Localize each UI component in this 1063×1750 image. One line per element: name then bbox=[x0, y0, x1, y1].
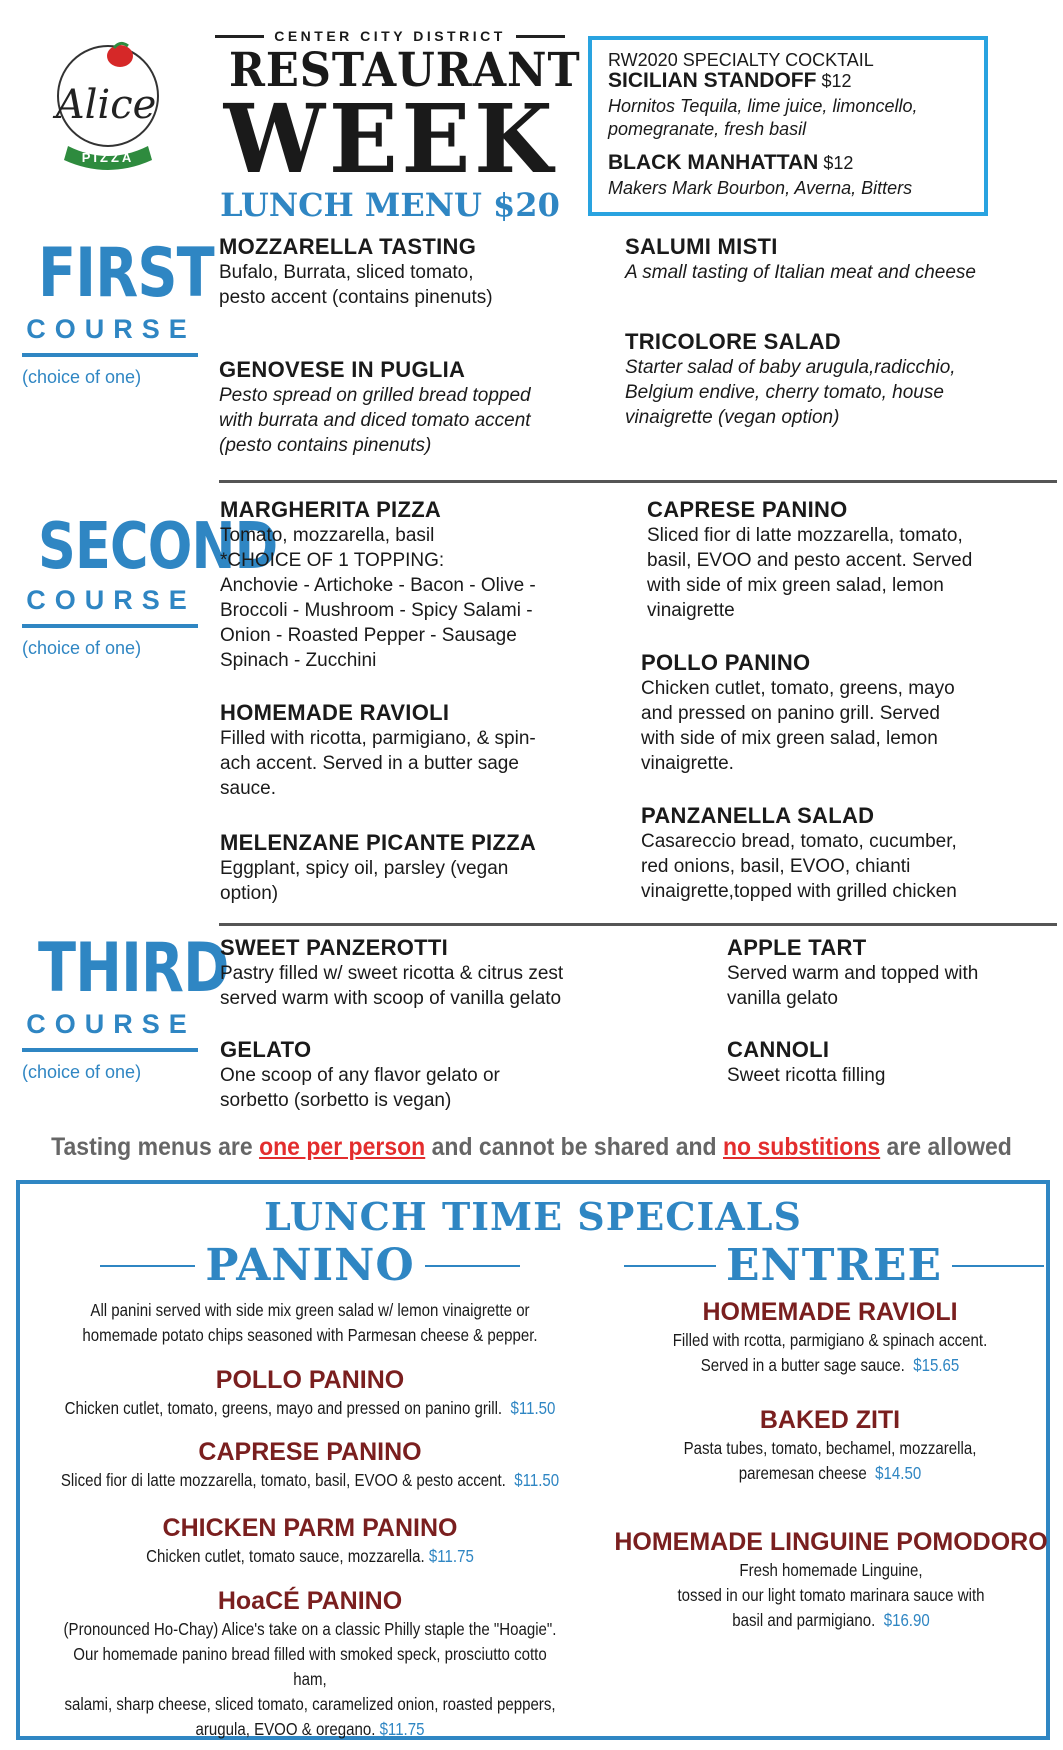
course-word: COURSE bbox=[26, 585, 196, 615]
cocktail-price: $12 bbox=[821, 71, 852, 91]
divider bbox=[100, 1265, 195, 1267]
special-name: HOMEMADE LINGUINE POMODORO bbox=[614, 1528, 1048, 1556]
item-name: GELATO bbox=[220, 1037, 312, 1062]
svg-text:PIZZA: PIZZA bbox=[81, 150, 135, 165]
desc-text: Sliced fior di latte mozzarella, tomato, basil, EVOO & pesto accent. bbox=[60, 1470, 506, 1490]
svg-text:Alice: Alice bbox=[55, 82, 157, 128]
cocktail-price: $12 bbox=[823, 153, 854, 173]
item-desc: with side of mix green salad, lemon bbox=[647, 575, 944, 596]
special-name: BAKED ZITI bbox=[759, 1406, 901, 1434]
cocktail-desc: Hornitos Tequila, lime juice, limoncello, bbox=[608, 96, 918, 116]
entree-heading bbox=[624, 1240, 1044, 1291]
intro-line: All panini served with side mix green salad w/ lemon vinaigrette or bbox=[90, 1300, 530, 1320]
menu-item bbox=[220, 700, 536, 801]
price: $16.90 bbox=[883, 1610, 930, 1630]
menu-item bbox=[220, 830, 536, 906]
choice-note: (choice of one) bbox=[22, 1062, 142, 1082]
item-desc: vinaigrette,topped with grilled chicken bbox=[641, 881, 957, 902]
item-desc: One scoop of any flavor gelato or bbox=[220, 1065, 500, 1086]
special-desc: Filled with rcotta, parmigiano & spinach accent. bbox=[672, 1330, 988, 1350]
item-desc: Starter salad of baby arugula,radicchio, bbox=[625, 357, 956, 378]
special-desc: Our homemade panino bread filled with smoked speck, prosciutto cotto ham, bbox=[73, 1644, 547, 1689]
lunch-specials-box bbox=[16, 1180, 1050, 1740]
item-desc: basil, EVOO and pesto accent. Served bbox=[647, 550, 973, 571]
item-desc: ach accent. Served in a butter sage bbox=[220, 753, 519, 774]
special-item bbox=[606, 1526, 1056, 1633]
item-name: TRICOLORE SALAD bbox=[625, 329, 841, 354]
menu-item bbox=[647, 497, 972, 623]
divider bbox=[22, 353, 198, 357]
desc-text: Chicken cutlet, tomato sauce, mozzarella. bbox=[146, 1546, 425, 1566]
item-desc: vinaigrette bbox=[647, 600, 735, 621]
item-name: APPLE TART bbox=[727, 935, 867, 960]
alice-pizza-logo bbox=[48, 38, 170, 170]
title-week: WEEK bbox=[223, 84, 557, 195]
note-highlight: one per person bbox=[259, 1133, 426, 1161]
special-name: CAPRESE PANINO bbox=[198, 1438, 422, 1466]
divider bbox=[952, 1265, 1044, 1267]
item-name: HOMEMADE RAVIOLI bbox=[220, 700, 450, 725]
item-desc: Bufalo, Burrata, sliced tomato, bbox=[219, 262, 474, 283]
special-desc: Fresh homemade Linguine, bbox=[739, 1560, 923, 1580]
divider bbox=[425, 1265, 520, 1267]
divider bbox=[219, 480, 1057, 483]
menu-item bbox=[727, 1037, 885, 1088]
price: $11.50 bbox=[514, 1470, 560, 1490]
menu-item bbox=[220, 935, 563, 1011]
desc-text: paremesan cheese bbox=[738, 1463, 867, 1483]
item-desc: A small tasting of Italian meat and cheese bbox=[625, 262, 976, 283]
price: $11.50 bbox=[510, 1398, 556, 1418]
item-desc: Sweet ricotta filling bbox=[727, 1065, 886, 1086]
item-desc: sauce. bbox=[220, 778, 276, 799]
lunch-menu-price: LUNCH MENU $20 bbox=[220, 186, 560, 224]
divider bbox=[516, 35, 565, 38]
item-desc: Spinach - Zucchini bbox=[220, 650, 377, 671]
special-desc: tossed in our light tomato marinara sauce with bbox=[677, 1585, 985, 1605]
special-desc bbox=[61, 1468, 560, 1493]
special-name: HoaCÉ PANINO bbox=[217, 1587, 403, 1615]
price: $11.75 bbox=[379, 1719, 425, 1739]
price: $11.75 bbox=[428, 1546, 474, 1566]
divider bbox=[624, 1265, 716, 1267]
cocktail-heading: RW2020 SPECIALTY COCKTAIL bbox=[608, 50, 874, 70]
item-desc: with side of mix green salad, lemon bbox=[641, 728, 938, 749]
item-desc: Served warm and topped with bbox=[727, 963, 979, 984]
special-name: POLLO PANINO bbox=[215, 1366, 405, 1394]
item-desc: vinaigrette. bbox=[641, 753, 734, 774]
divider bbox=[219, 923, 1057, 926]
intro-line: homemade potato chips seasoned with Parmesan cheese & pepper. bbox=[82, 1325, 538, 1345]
item-name: GENOVESE IN PUGLIA bbox=[219, 357, 466, 382]
item-name: PANZANELLA SALAD bbox=[641, 803, 875, 828]
item-desc: Pastry filled w/ sweet ricotta & citrus zest bbox=[220, 963, 564, 984]
special-desc: Pasta tubes, tomato, bechamel, mozzarella, bbox=[683, 1438, 977, 1458]
special-name: CHICKEN PARM PANINO bbox=[162, 1514, 458, 1542]
item-desc: vinaigrette (vegan option) bbox=[625, 407, 840, 428]
cocktail-name: BLACK MANHATTAN bbox=[608, 151, 819, 174]
price: $14.50 bbox=[875, 1463, 922, 1483]
menu-item bbox=[220, 1037, 500, 1113]
desc-text: Chicken cutlet, tomato, greens, mayo and pressed on panino grill. bbox=[64, 1398, 503, 1418]
special-desc bbox=[61, 1717, 560, 1742]
special-desc: salami, sharp cheese, sliced tomato, caramelized onion, roasted peppers, bbox=[64, 1694, 556, 1714]
panino-intro bbox=[20, 1298, 600, 1348]
specialty-cocktail-box bbox=[588, 36, 988, 216]
special-item bbox=[20, 1436, 600, 1493]
menu-item bbox=[641, 803, 957, 904]
item-desc: Tomato, mozzarella, basil bbox=[220, 525, 435, 546]
item-desc: Onion - Roasted Pepper - Sausage bbox=[220, 625, 517, 646]
item-desc: Pesto spread on grilled bread topped bbox=[219, 385, 531, 406]
item-name: MOZZARELLA TASTING bbox=[219, 234, 477, 259]
item-desc: Sliced fior di latte mozzarella, tomato, bbox=[647, 525, 963, 546]
cocktail-desc: pomegranate, fresh basil bbox=[608, 119, 807, 139]
item-desc: Broccoli - Mushroom - Spicy Salami - bbox=[220, 600, 533, 621]
note-text: are allowed bbox=[880, 1133, 1012, 1161]
item-desc: pesto accent (contains pinenuts) bbox=[219, 287, 493, 308]
course-word: COURSE bbox=[26, 1009, 196, 1039]
entree-heading-text: ENTREE bbox=[725, 1240, 943, 1291]
district-label: CENTER CITY DISTRICT bbox=[274, 28, 506, 44]
panino-heading-text: PANINO bbox=[205, 1240, 415, 1291]
item-desc: (pesto contains pinenuts) bbox=[219, 435, 432, 456]
menu-item bbox=[641, 650, 955, 776]
divider bbox=[22, 624, 198, 628]
desc-text: basil and parmigiano. bbox=[732, 1610, 876, 1630]
note-text: and cannot be shared and bbox=[425, 1133, 724, 1161]
first-course-heading bbox=[22, 234, 214, 388]
item-desc: Filled with ricotta, parmigiano, & spin- bbox=[220, 728, 536, 749]
item-name: MARGHERITA PIZZA bbox=[220, 497, 442, 522]
special-desc bbox=[641, 1461, 1019, 1486]
special-item bbox=[610, 1404, 1050, 1486]
second-course-heading bbox=[22, 510, 278, 659]
item-desc: Eggplant, spicy oil, parsley (vegan bbox=[220, 858, 509, 879]
item-desc: *CHOICE OF 1 TOPPING: bbox=[220, 550, 445, 571]
specials-title: LUNCH TIME SPECIALS bbox=[264, 1194, 802, 1239]
divider bbox=[22, 1048, 198, 1052]
item-desc: Belgium endive, cherry tomato, house bbox=[625, 382, 944, 403]
cocktail-desc: Makers Mark Bourbon, Averna, Bitters bbox=[608, 178, 913, 198]
special-item bbox=[20, 1585, 600, 1742]
item-name: CAPRESE PANINO bbox=[647, 497, 848, 522]
special-desc bbox=[641, 1353, 1019, 1378]
item-name: SALUMI MISTI bbox=[625, 234, 778, 259]
note-highlight: no substitions bbox=[723, 1133, 881, 1161]
third-course-heading bbox=[22, 929, 229, 1083]
menu-item bbox=[219, 234, 493, 310]
menu-item bbox=[220, 497, 536, 673]
menu-item bbox=[219, 357, 531, 458]
special-desc: (Pronounced Ho-Chay) Alice's take on a classic Philly staple the "Hoagie". bbox=[63, 1619, 557, 1639]
special-desc bbox=[61, 1544, 560, 1569]
menu-item bbox=[727, 935, 978, 1011]
item-name: POLLO PANINO bbox=[641, 650, 811, 675]
course-title: THIRD bbox=[38, 929, 229, 1008]
item-desc: with burrata and diced tomato accent bbox=[219, 410, 531, 431]
item-desc: option) bbox=[220, 883, 279, 904]
item-desc: red onions, basil, EVOO, chianti bbox=[641, 856, 911, 877]
cocktail-name: SICILIAN STANDOFF bbox=[608, 69, 817, 92]
restaurant-week-header bbox=[215, 28, 581, 224]
divider bbox=[215, 35, 264, 38]
special-item bbox=[20, 1512, 600, 1569]
item-desc: served warm with scoop of vanilla gelato bbox=[220, 988, 562, 1009]
panino-heading bbox=[100, 1240, 520, 1291]
choice-note: (choice of one) bbox=[22, 638, 142, 658]
item-desc: vanilla gelato bbox=[727, 988, 838, 1009]
item-desc: Casareccio bread, tomato, cucumber, bbox=[641, 831, 957, 852]
item-name: CANNOLI bbox=[727, 1037, 830, 1062]
course-title: SECOND bbox=[38, 510, 278, 584]
item-desc: and pressed on panino grill. Served bbox=[641, 703, 940, 724]
tasting-menu-note bbox=[43, 1133, 1021, 1162]
title-restaurant: RESTAURANT bbox=[229, 43, 581, 98]
special-desc bbox=[61, 1396, 560, 1421]
item-desc: sorbetto (sorbetto is vegan) bbox=[220, 1090, 452, 1111]
desc-text: arugula, EVOO & oregano. bbox=[195, 1719, 376, 1739]
menu-item bbox=[625, 234, 976, 285]
price: $15.65 bbox=[913, 1355, 960, 1375]
item-name: MELENZANE PICANTE PIZZA bbox=[220, 830, 537, 855]
choice-note: (choice of one) bbox=[22, 367, 142, 387]
special-name: HOMEMADE RAVIOLI bbox=[702, 1298, 958, 1326]
special-item bbox=[610, 1296, 1050, 1378]
menu-item bbox=[625, 329, 956, 430]
desc-text: Served in a butter sage sauce. bbox=[700, 1355, 905, 1375]
item-desc: Chicken cutlet, tomato, greens, mayo bbox=[641, 678, 955, 699]
course-word: COURSE bbox=[26, 314, 196, 344]
item-name: SWEET PANZEROTTI bbox=[220, 935, 449, 960]
special-desc bbox=[638, 1608, 1025, 1633]
special-item bbox=[20, 1364, 600, 1421]
note-text: Tasting menus are bbox=[51, 1133, 260, 1161]
item-desc: Anchovie - Artichoke - Bacon - Olive - bbox=[220, 575, 536, 596]
course-title: FIRST bbox=[38, 234, 214, 313]
